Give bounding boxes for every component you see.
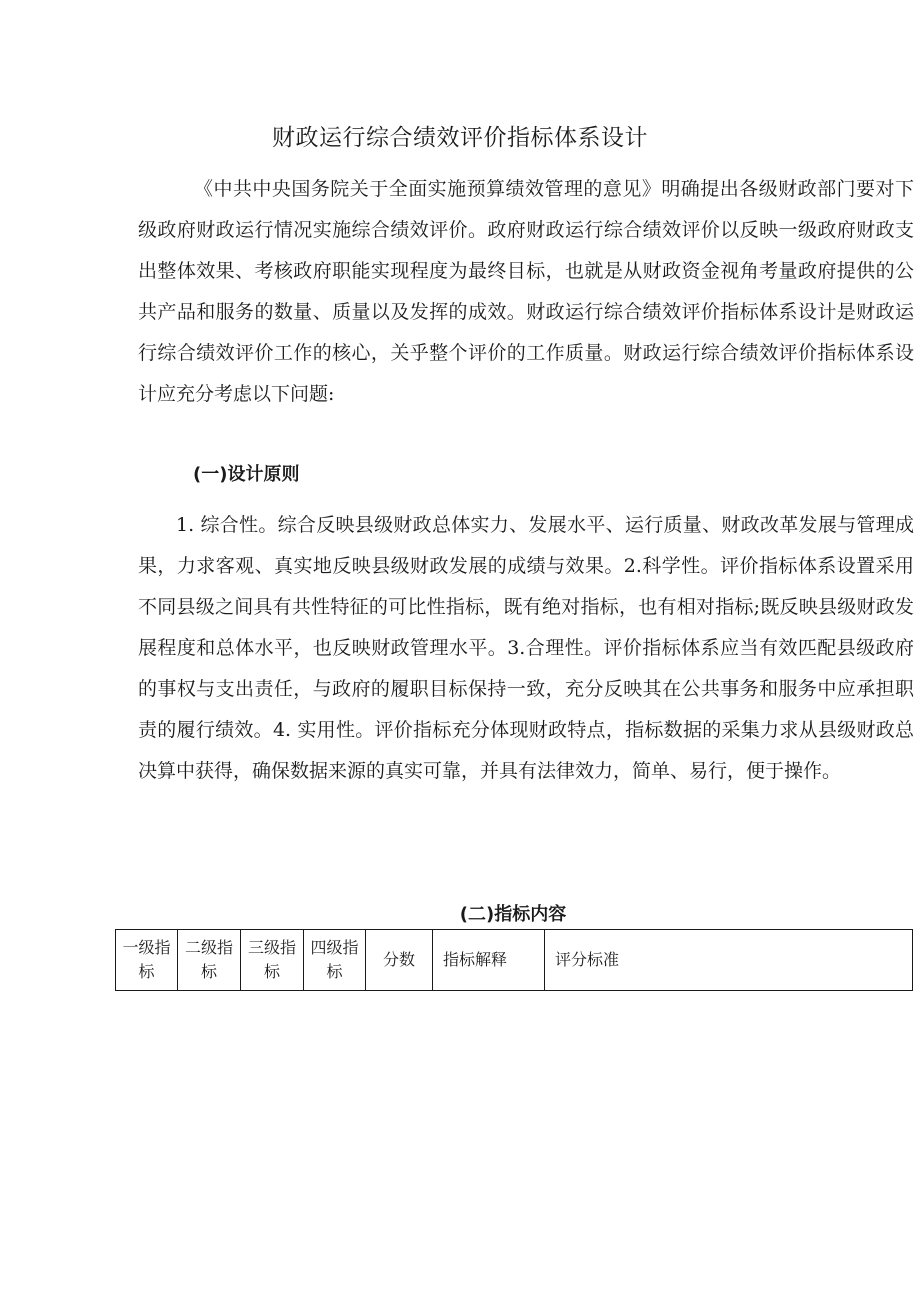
section-heading-index-content: (二)指标内容 [459, 904, 567, 925]
table-header-row [116, 930, 913, 991]
header-score: 分数 [366, 930, 433, 991]
header-level1-index: 一级指标 [116, 930, 178, 991]
header-level2-index: 二级指标 [178, 930, 241, 991]
document-title: 财政运行综合绩效评价指标体系设计 [272, 125, 648, 151]
section-heading-design-principles: (一)设计原则 [193, 464, 300, 485]
index-table [115, 929, 913, 991]
intro-paragraph: 《中共中央国务院关于全面实施预算绩效管理的意见》明确提出各级财政部门要对下级政府财政运行情况实施综合绩效评价。政府财政运行综合绩效评价以反映一级政府财政支出整体效果、考核政府职能实现程度为最终目标，也就是从财政资金视角考量政府提供的公共产品和服务的数量、质量以及发挥的成效。财政运行综合绩效评价指标体系设计是财政运行综合绩效评价工作的核心，关乎整个评价的工作质量。财政运行综合绩效评价指标体系设计应充分考虑以下问题: [138, 178, 914, 405]
header-level4-index: 四级指标 [304, 930, 366, 991]
header-scoring-standard: 评分标准 [545, 930, 913, 991]
header-index-explanation: 指标解释 [433, 930, 545, 991]
design-principles-paragraph: 1. 综合性。综合反映县级财政总体实力、发展水平、运行质量、财政改革发展与管理成果，力求客观、真实地反映县级财政发展的成绩与效果。2.科学性。评价指标体系设置采用不同县级之间具有共性特征的可比性指标，既有绝对指标，也有相对指标;既反映县级财政发展程度和总体水平，也反映财政管理水平。3.合理性。评价指标体系应当有效匹配县级政府的事权与支出责任，与政府的履职目标保持一致，充分反映其在公共事务和服务中应承担职责的履行绩效。4. 实用性。评价指标充分体现财政特点，指标数据的采集力求从县级财政总决算中获得，确保数据来源的真实可靠，并具有法律效力，简单、易行，便于操作。 [138, 514, 914, 782]
header-level3-index: 三级指标 [241, 930, 304, 991]
